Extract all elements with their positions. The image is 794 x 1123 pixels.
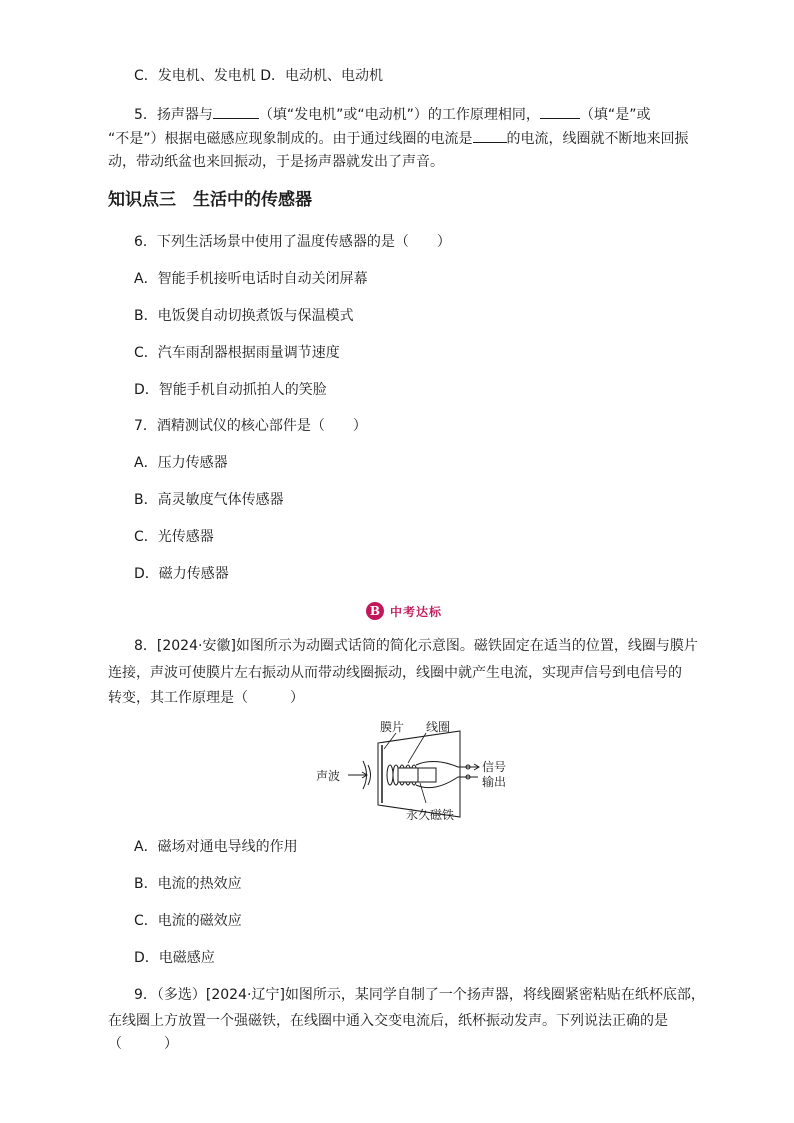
- badge-b-icon: B: [366, 602, 384, 620]
- q7-option-b[interactable]: B．高灵敏度气体传感器: [134, 492, 284, 508]
- q8-option-d[interactable]: D．电磁感应: [134, 950, 215, 966]
- q6-option-c[interactable]: C．汽车雨刮器根据雨量调节速度: [134, 345, 340, 361]
- q5-text-b: （填“发电机”或“电动机”）的工作原理相同，: [258, 107, 540, 123]
- q6-option-b[interactable]: B．电饭煲自动切换煮饭与保温模式: [134, 308, 354, 324]
- badge-label: 中考达标: [390, 604, 443, 619]
- q8-option-a[interactable]: A．磁场对通电导线的作用: [134, 839, 298, 855]
- q5-line-1: [134, 104, 650, 125]
- q5-blank-3[interactable]: [473, 128, 507, 143]
- q7-option-c[interactable]: C．光传感器: [134, 529, 214, 545]
- q5-text-a: 5．扬声器与: [134, 107, 213, 123]
- q5-text-d: “不是”）根据电磁感应现象制成的。由于通过线圈的电流是: [108, 131, 473, 147]
- q6-option-d[interactable]: D．智能手机自动抓拍人的笑脸: [134, 382, 327, 398]
- q9-line-1: 9．（多选）[2024·辽宁]如图所示，某同学自制了一个扬声器，将线圈紧密粘贴在纸杯底部，: [134, 987, 705, 1003]
- q8-line-3: 转变，其工作原理是（ ）: [108, 690, 304, 706]
- q7-option-d[interactable]: D．磁力传感器: [134, 566, 229, 582]
- q5-line-2: [108, 128, 689, 149]
- q9-line-3: （ ）: [108, 1036, 178, 1052]
- q5-text-e: 的电流，线圈就不断地来回振: [506, 131, 689, 147]
- q8-line-2: 连接，声波可使膜片左右振动从而带动线圈振动，线圈中就产生电流，实现声信号到电信号的: [108, 665, 682, 681]
- q8-option-b[interactable]: B．电流的热效应: [134, 876, 242, 892]
- label-membrane: 膜片: [380, 720, 405, 734]
- section-badge: [366, 600, 442, 622]
- section-title: 知识点三 生活中的传感器: [108, 190, 312, 210]
- label-sound-wave: 声波: [316, 769, 341, 783]
- q5-text-c: （填“是”或: [579, 107, 651, 123]
- label-coil: 线圈: [426, 720, 451, 734]
- q5-line-3: 动，带动纸盆也来回振动，于是扬声器就发出了声音。: [108, 154, 444, 170]
- label-signal: 信号: [482, 760, 507, 774]
- label-output: 输出: [482, 775, 507, 789]
- microphone-diagram: [310, 719, 530, 823]
- q6-option-a[interactable]: A．智能手机接听电话时自动关闭屏幕: [134, 271, 368, 287]
- q6-stem: 6．下列生活场景中使用了温度传感器的是（ ）: [134, 234, 451, 250]
- q8-line-1: 8．[2024·安徽]如图所示为动圈式话筒的简化示意图。磁铁固定在适当的位置，线圈与膜片: [134, 638, 698, 654]
- q5-blank-1[interactable]: [213, 104, 259, 119]
- q9-line-2: 在线圈上方放置一个强磁铁，在线圈中通入交变电流后，纸杯振动发声。下列说法正确的是: [108, 1013, 668, 1029]
- q8-option-c[interactable]: C．电流的磁效应: [134, 913, 242, 929]
- q7-option-a[interactable]: A．压力传感器: [134, 455, 228, 471]
- q4-options: C．发电机、发电机 D．电动机、电动机: [134, 68, 384, 84]
- q5-blank-2[interactable]: [540, 104, 580, 119]
- label-magnet: 永久磁铁: [406, 808, 455, 822]
- q7-stem: 7．酒精测试仪的核心部件是（ ）: [134, 418, 367, 434]
- magnet-shape: [398, 768, 436, 782]
